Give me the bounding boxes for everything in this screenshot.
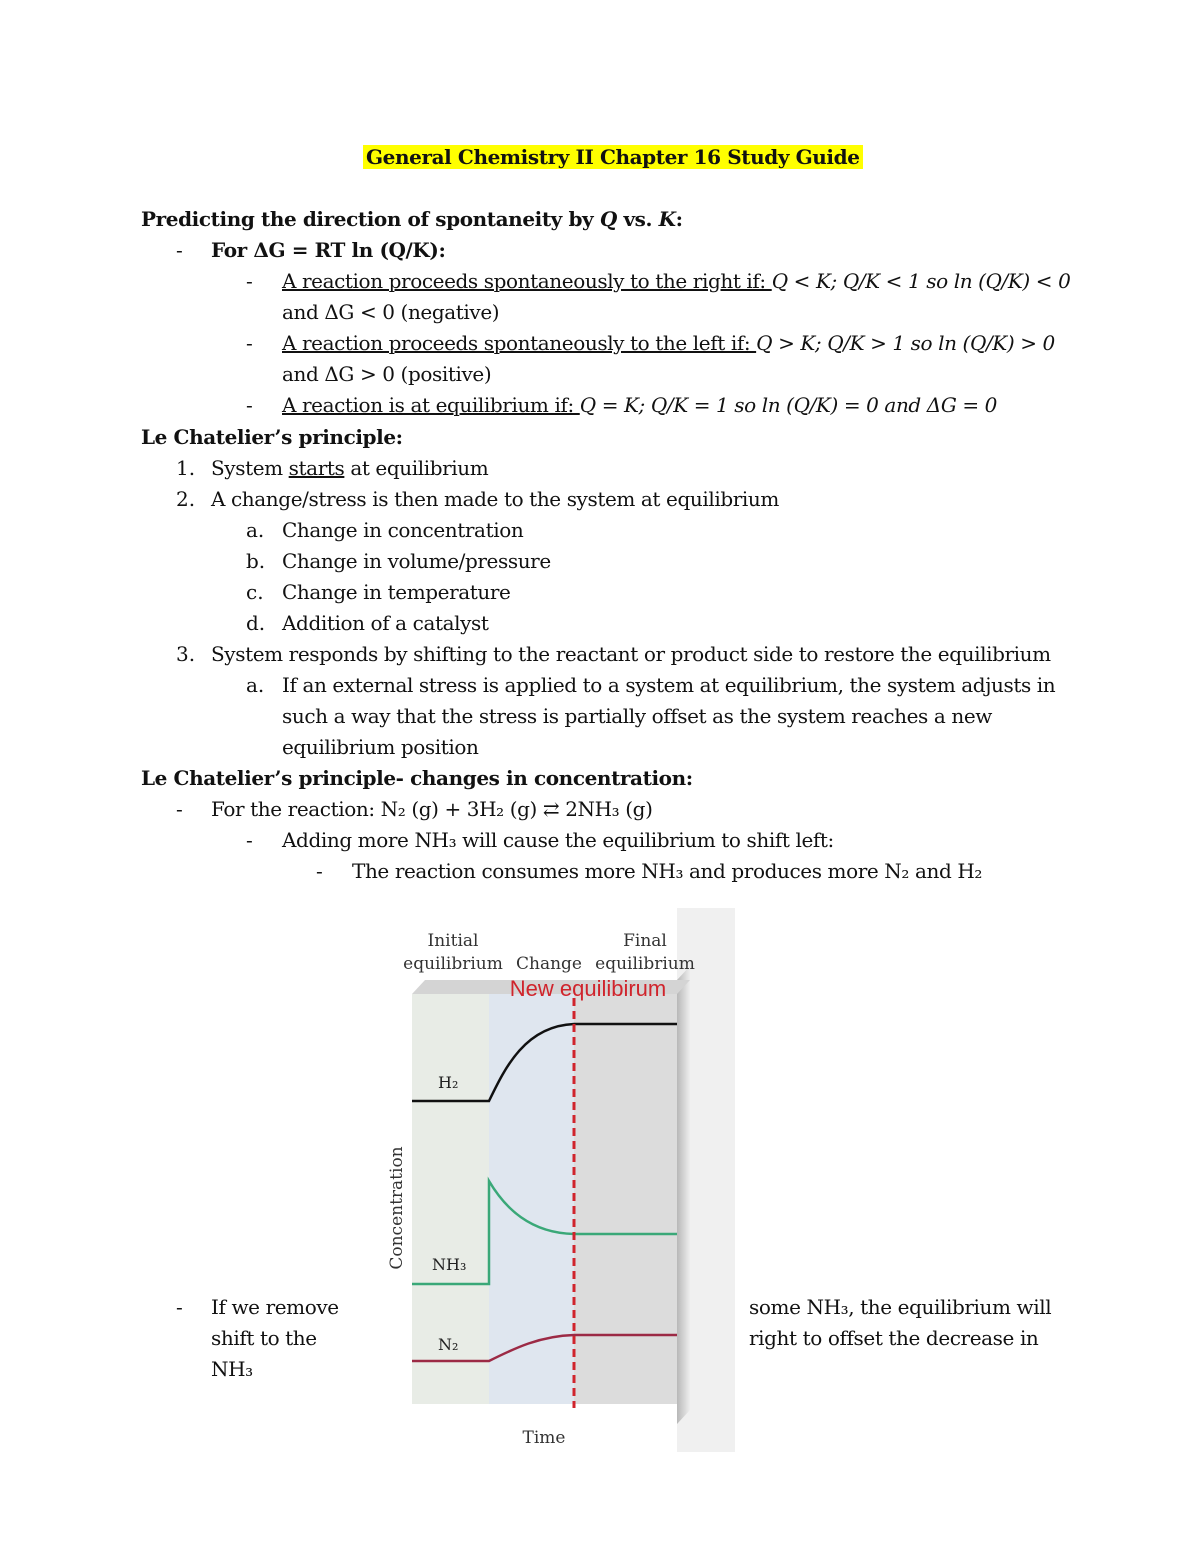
sublist-item: Addition of a catalyst (282, 611, 489, 635)
list-item: System responds by shifting to the reactant or product side to restore the equilibrium (211, 642, 1051, 666)
page-title: General Chemistry II Chapter 16 Study Guide (363, 144, 863, 170)
header-change: Change (516, 954, 582, 974)
rule-equilibrium: A reaction is at equilibrium if: Q = K; Q/K = 1 so ln (Q/K) = 0 and ΔG = 0 (282, 393, 998, 417)
label-n2: N₂ (438, 1335, 459, 1354)
bullet-dash: - (316, 859, 323, 883)
sublist-letter: a. (246, 518, 265, 542)
panel-final (574, 994, 677, 1404)
list-item: System starts at equilibrium (211, 456, 489, 480)
sublist-letter: b. (246, 549, 266, 573)
header-initial-1: Initial (427, 931, 479, 951)
label-nh3: NH₃ (432, 1255, 467, 1274)
sublist-item-cont: equilibrium position (282, 735, 479, 759)
list-number: 1. (176, 456, 196, 480)
header-final-2: equilibrium (595, 954, 695, 974)
bullet-dash: - (176, 797, 183, 821)
bullet-dash: - (176, 238, 183, 262)
figure-3d-side (677, 966, 690, 1424)
rule-left: A reaction proceeds spontaneously to the left if: Q > K; Q/K > 1 so ln (Q/K) > 0 (282, 331, 1055, 355)
reaction-line: For the reaction: N₂ (g) + 3H₂ (g) ⇄ 2NH₃ (g) (211, 797, 653, 821)
remove-text-left-1: If we remove (211, 1295, 339, 1319)
equilibrium-figure (365, 908, 735, 1452)
rule-right: A reaction proceeds spontaneously to the right if: Q < K; Q/K < 1 so ln (Q/K) < 0 (282, 269, 1071, 293)
remove-text-left-3: NH₃ (211, 1357, 253, 1381)
bullet-dash: - (246, 269, 253, 293)
y-axis-label: Concentration (387, 1146, 407, 1270)
header-final-1: Final (623, 931, 667, 951)
list-item: A change/stress is then made to the system at equilibrium (211, 487, 779, 511)
list-number: 2. (176, 487, 196, 511)
sublist-item: If an external stress is applied to a system at equilibrium, the system adjusts in (282, 673, 1056, 697)
adding-nh3: Adding more NH₃ will cause the equilibrium to shift left: (282, 828, 834, 852)
remove-text-right-1: some NH₃, the equilibrium will (749, 1295, 1052, 1319)
bullet-dash: - (246, 331, 253, 355)
x-axis-label: Time (522, 1428, 566, 1448)
sublist-item: Change in temperature (282, 580, 511, 604)
delta-g-formula: For ΔG = RT ln (Q/K): (211, 238, 446, 262)
sublist-letter: a. (246, 673, 265, 697)
bullet-dash: - (246, 828, 253, 852)
bullet-dash: - (176, 1295, 183, 1319)
sublist-letter: c. (246, 580, 264, 604)
sublist-item: Change in concentration (282, 518, 524, 542)
remove-text-right-2: right to offset the decrease in (749, 1326, 1039, 1350)
section-heading-spontaneity: Predicting the direction of spontaneity by Q vs. K: (141, 207, 683, 231)
rule-left-cont: and ΔG > 0 (positive) (282, 362, 492, 386)
new-equilibrium-label: New equilibirum (509, 976, 667, 1001)
bullet-dash: - (246, 393, 253, 417)
section-heading-concentration: Le Chatelier’s principle- changes in concentration: (141, 766, 693, 790)
sublist-item: Change in volume/pressure (282, 549, 551, 573)
sublist-item-cont: such a way that the stress is partially offset as the system reaches a new (282, 704, 993, 728)
remove-text-left-2: shift to the (211, 1326, 317, 1350)
label-h2: H₂ (438, 1073, 459, 1092)
section-heading-le-chatelier: Le Chatelier’s principle: (141, 425, 403, 449)
rule-right-cont: and ΔG < 0 (negative) (282, 300, 500, 324)
consumes-nh3: The reaction consumes more NH₃ and produces more N₂ and H₂ (352, 859, 982, 883)
list-number: 3. (176, 642, 196, 666)
sublist-letter: d. (246, 611, 266, 635)
header-initial-2: equilibrium (403, 954, 503, 974)
